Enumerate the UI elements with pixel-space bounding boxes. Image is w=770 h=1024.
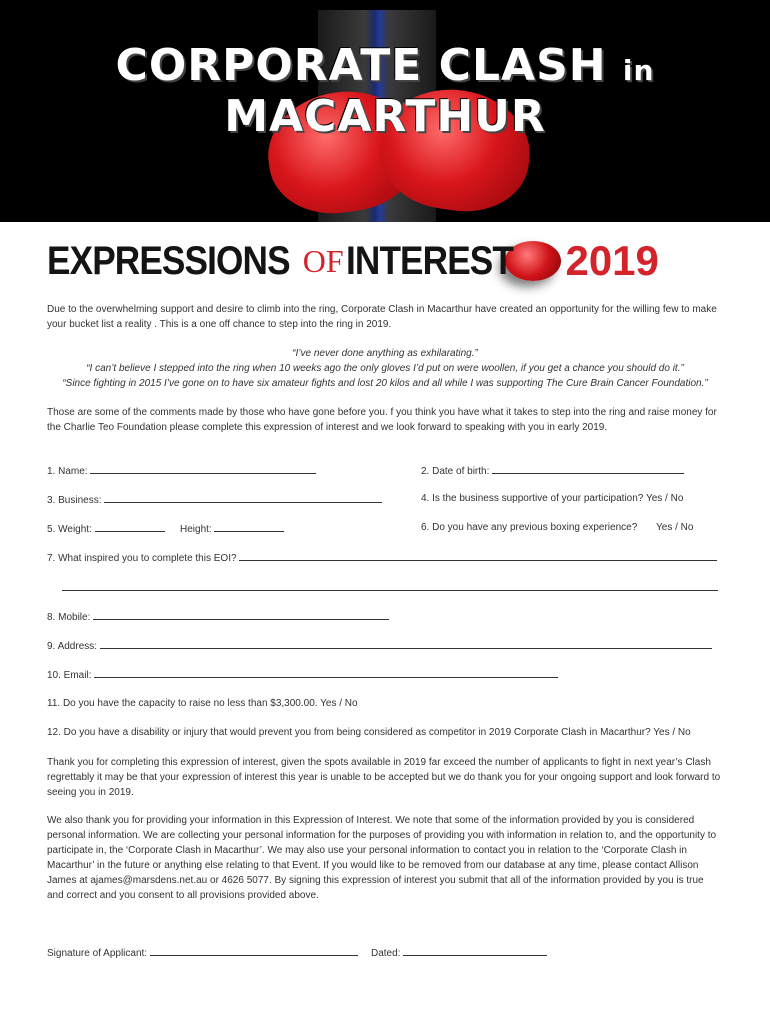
email-label: 10. Email: (47, 670, 92, 681)
header-banner (0, 0, 770, 222)
banner-title-part2: MACARTHUR (224, 91, 546, 142)
email-field[interactable] (47, 667, 558, 683)
business-line[interactable] (104, 492, 382, 503)
weight-line[interactable] (95, 521, 165, 532)
dob-field[interactable] (421, 463, 684, 479)
inspiration-label: 7. What inspired you to complete this EOI? (47, 553, 237, 564)
address-field[interactable] (47, 638, 712, 654)
inspiration-line-2[interactable] (62, 580, 718, 591)
mobile-line[interactable] (93, 609, 389, 620)
weight-label: 5. Weight: (47, 524, 92, 535)
quote-1: “I’ve never done anything as exhilarating.” (292, 348, 478, 359)
dated-field[interactable] (371, 945, 547, 961)
privacy-paragraph: We also thank you for providing your information in this Expression of Interest. We note that some of the information provided by you is considered personal information. We are collecting your personal information for the purposes of providing you with information in relation to, and the opportunity to participate in, the ‘Corporate Clash in Macarthur’. We may also use your personal information to contact you in relation to the ‘Corporate Clash in Macarthur’ in the future or anything else relating to that Event. If you would like to be removed from our database at any time, please contact Allison James at ajames@marsdens.net.au or 4626 5077. By signing this expression of interest you submit that all of the information provided by you is true and correct and you consent to all provisions provided above. (47, 815, 717, 901)
boxing-glove-icon (505, 241, 561, 281)
dated-line[interactable] (403, 945, 547, 956)
inspiration-line-1[interactable] (239, 550, 717, 561)
quote-3: “Since fighting in 2015 I’ve gone on to have six amateur fights and lost 20 kilos and all while I was supporting The Cure Brain Cancer Foundation.” (62, 378, 708, 389)
page-heading (47, 236, 659, 286)
heading-interest: INTEREST (345, 238, 513, 283)
heading-of: OF (302, 242, 344, 279)
signature-label: Signature of Applicant: (47, 948, 148, 959)
height-line[interactable] (214, 521, 284, 532)
address-label: 9. Address: (47, 641, 98, 652)
inspiration-line-2-wrap[interactable] (62, 580, 718, 596)
heading-year: 2019 (565, 237, 659, 284)
email-line[interactable] (94, 667, 558, 678)
banner-title-in: in (622, 54, 655, 87)
business-support-question: 4. Is the business supportive of your participation? Yes / No (421, 493, 684, 504)
mobile-label: 8. Mobile: (47, 612, 91, 623)
height-field[interactable] (180, 521, 284, 537)
comments-paragraph: Those are some of the comments made by those who have gone before you. f you think you have what it takes to step into the ring and raise money for the Charlie Teo Foundation please complete this expression of interest and we look forward to speaking with you in early 2019. (47, 407, 717, 433)
inspiration-field[interactable] (47, 550, 717, 566)
heading-expressions: EXPRESSIONS (47, 238, 290, 283)
dob-line[interactable] (492, 463, 684, 474)
signature-line[interactable] (150, 945, 358, 956)
banner-title (0, 40, 770, 142)
intro-paragraph: Due to the overwhelming support and desire to climb into the ring, Corporate Clash in Macarthur have created an opportunity for the willing few to make your bucket list a reality . This is a one off chance to step into the ring in 2019. (47, 304, 717, 330)
name-label: 1. Name: (47, 466, 88, 477)
mobile-field[interactable] (47, 609, 389, 625)
name-field[interactable] (47, 463, 316, 479)
boxing-experience-question: 6. Do you have any previous boxing experience? (421, 522, 638, 533)
business-field[interactable] (47, 492, 382, 508)
dated-label: Dated: (371, 948, 401, 959)
dob-label: 2. Date of birth: (421, 466, 490, 477)
quote-2: “I can’t believe I stepped into the ring when 10 weeks ago the only gloves I’d put on were woollen, if you get a chance you should do it.” (86, 363, 684, 374)
banner-title-part1: CORPORATE CLASH (115, 40, 607, 91)
weight-field[interactable] (47, 521, 165, 537)
height-label: Height: (180, 524, 212, 535)
name-line[interactable] (90, 463, 316, 474)
signature-field[interactable] (47, 945, 358, 961)
business-label: 3. Business: (47, 495, 102, 506)
address-line[interactable] (100, 638, 712, 649)
fundraising-question: 11. Do you have the capacity to raise no less than $3,300.00. Yes / No (47, 698, 358, 709)
thanks-paragraph: Thank you for completing this expression of interest, given the spots available in 2019 far exceed the number of applicants to fight in next year’s Clash regrettably it may be that your expression of interest this year is unable to be accepted but we do thank you for your ongoing support and look forward to seeing you in 2019. (47, 757, 721, 798)
disability-question: 12. Do you have a disability or injury that would prevent you from being considered as competitor in 2019 Corporate Clash in Macarthur? Yes / No (47, 727, 691, 738)
boxing-experience-answer[interactable]: Yes / No (656, 522, 694, 533)
